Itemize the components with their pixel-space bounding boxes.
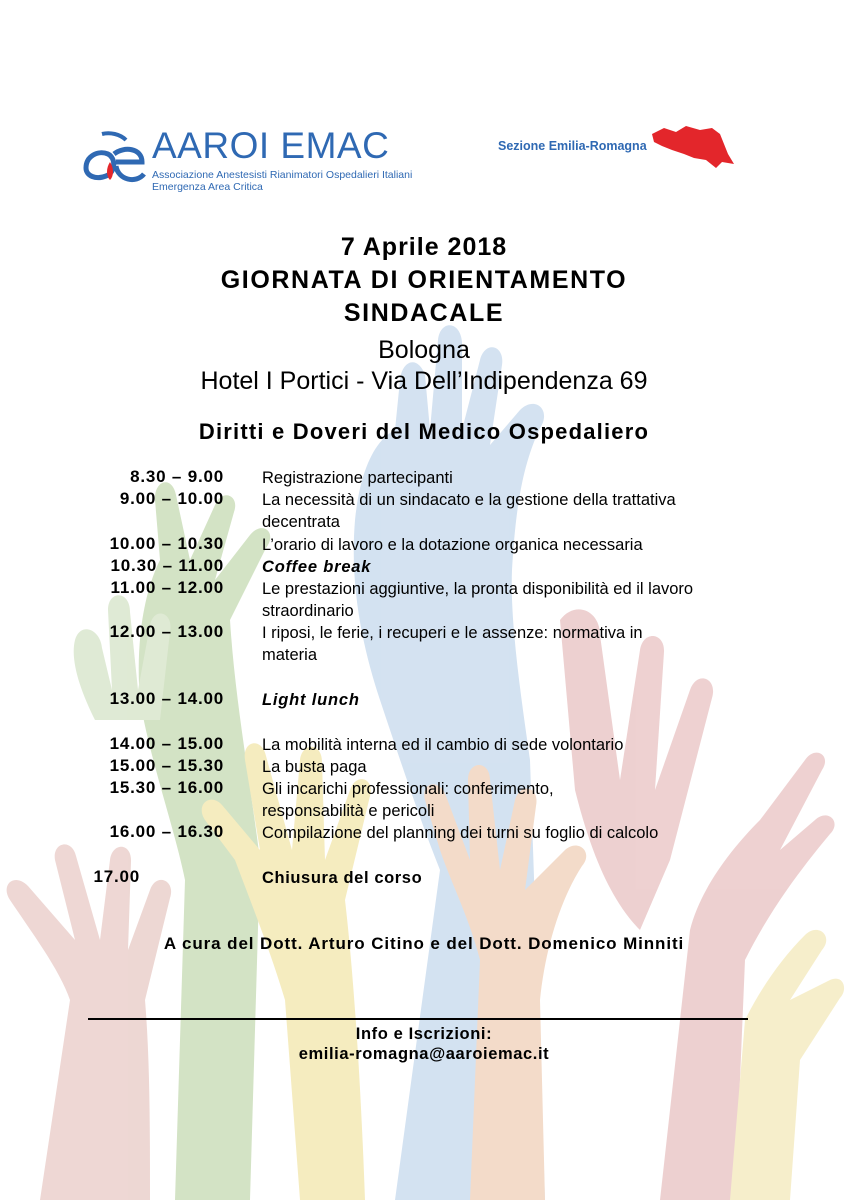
program-description xyxy=(262,734,792,756)
program-line: La mobilità interna ed il cambio di sede volontario xyxy=(262,736,624,754)
program-time: 15.00 – 15.30 xyxy=(109,756,224,775)
program-line: La necessità di un sindacato e la gestione della trattativa xyxy=(262,491,676,509)
program-line: Chiusura del corso xyxy=(262,869,423,887)
program-line: Compilazione del planning dei turni su foglio di calcolo xyxy=(262,824,659,842)
program-time: 10.00 – 10.30 xyxy=(109,534,224,553)
program-time: 14.00 – 15.00 xyxy=(109,734,224,753)
program-description xyxy=(262,467,792,489)
program-time: 16.00 – 16.30 xyxy=(109,822,224,841)
curated-by: A cura del Dott. Arturo Citino e del Dott. Domenico Minniti xyxy=(163,934,685,953)
program-time: 17.00 xyxy=(93,867,140,886)
program-description xyxy=(262,556,792,578)
info-email-link[interactable]: emilia-romagna@aaroiemac.it xyxy=(298,1045,550,1063)
event-city: Bologna xyxy=(378,336,470,364)
program-description xyxy=(262,578,792,622)
program-line: Gli incarichi professionali: conferimento, xyxy=(262,780,554,798)
program-description xyxy=(262,778,792,822)
program-description xyxy=(262,534,792,556)
program-line: I riposi, le ferie, i recuperi e le assenze: normativa in xyxy=(262,624,643,642)
program-line: Light lunch xyxy=(262,691,360,709)
program-time: 11.00 – 12.00 xyxy=(110,578,224,597)
program-time: 8.30 – 9.00 xyxy=(130,467,224,486)
program-time: 10.30 – 11.00 xyxy=(110,556,224,575)
program-line: Coffee break xyxy=(262,558,372,576)
program-time: 15.30 – 16.00 xyxy=(109,778,224,797)
event-title-line2: SINDACALE xyxy=(343,299,505,327)
program-line: L’orario di lavoro e la dotazione organica necessaria xyxy=(262,536,643,554)
divider xyxy=(88,1018,748,1020)
event-subject: Diritti e Doveri del Medico Ospedaliero xyxy=(198,419,650,444)
info-title: Info e Iscrizioni: xyxy=(355,1025,493,1043)
program-description xyxy=(262,622,792,666)
program-description xyxy=(262,867,792,889)
program-line: Registrazione partecipanti xyxy=(262,469,453,487)
program-line: materia xyxy=(262,646,318,664)
event-title-line1: GIORNATA DI ORIENTAMENTO xyxy=(220,266,628,294)
program-line: decentrata xyxy=(262,513,340,531)
program-time: 13.00 – 14.00 xyxy=(109,689,224,708)
logo-subtitle-line2: Emergenza Area Critica xyxy=(152,181,263,193)
program-description xyxy=(262,689,792,711)
program-line: straordinario xyxy=(262,602,354,620)
program-time: 12.00 – 13.00 xyxy=(109,622,224,641)
section-label: Sezione Emilia-Romagna xyxy=(498,139,647,153)
program-time: 9.00 – 10.00 xyxy=(119,489,224,508)
event-date: 7 Aprile 2018 xyxy=(340,233,508,261)
program-description xyxy=(262,822,792,844)
program-line: responsabilità e pericoli xyxy=(262,802,435,820)
logo-name: AAROI EMAC xyxy=(152,125,390,166)
program-description xyxy=(262,756,792,778)
program-line: La busta paga xyxy=(262,758,367,776)
program-line: Le prestazioni aggiuntive, la pronta disponibilità ed il lavoro xyxy=(262,580,694,598)
event-venue: Hotel I Portici - Via Dell’Indipendenza 69 xyxy=(200,367,648,395)
logo-subtitle-line1: Associazione Anestesisti Rianimatori Ospedalieri Italiani xyxy=(152,169,413,181)
program-description xyxy=(262,489,792,533)
